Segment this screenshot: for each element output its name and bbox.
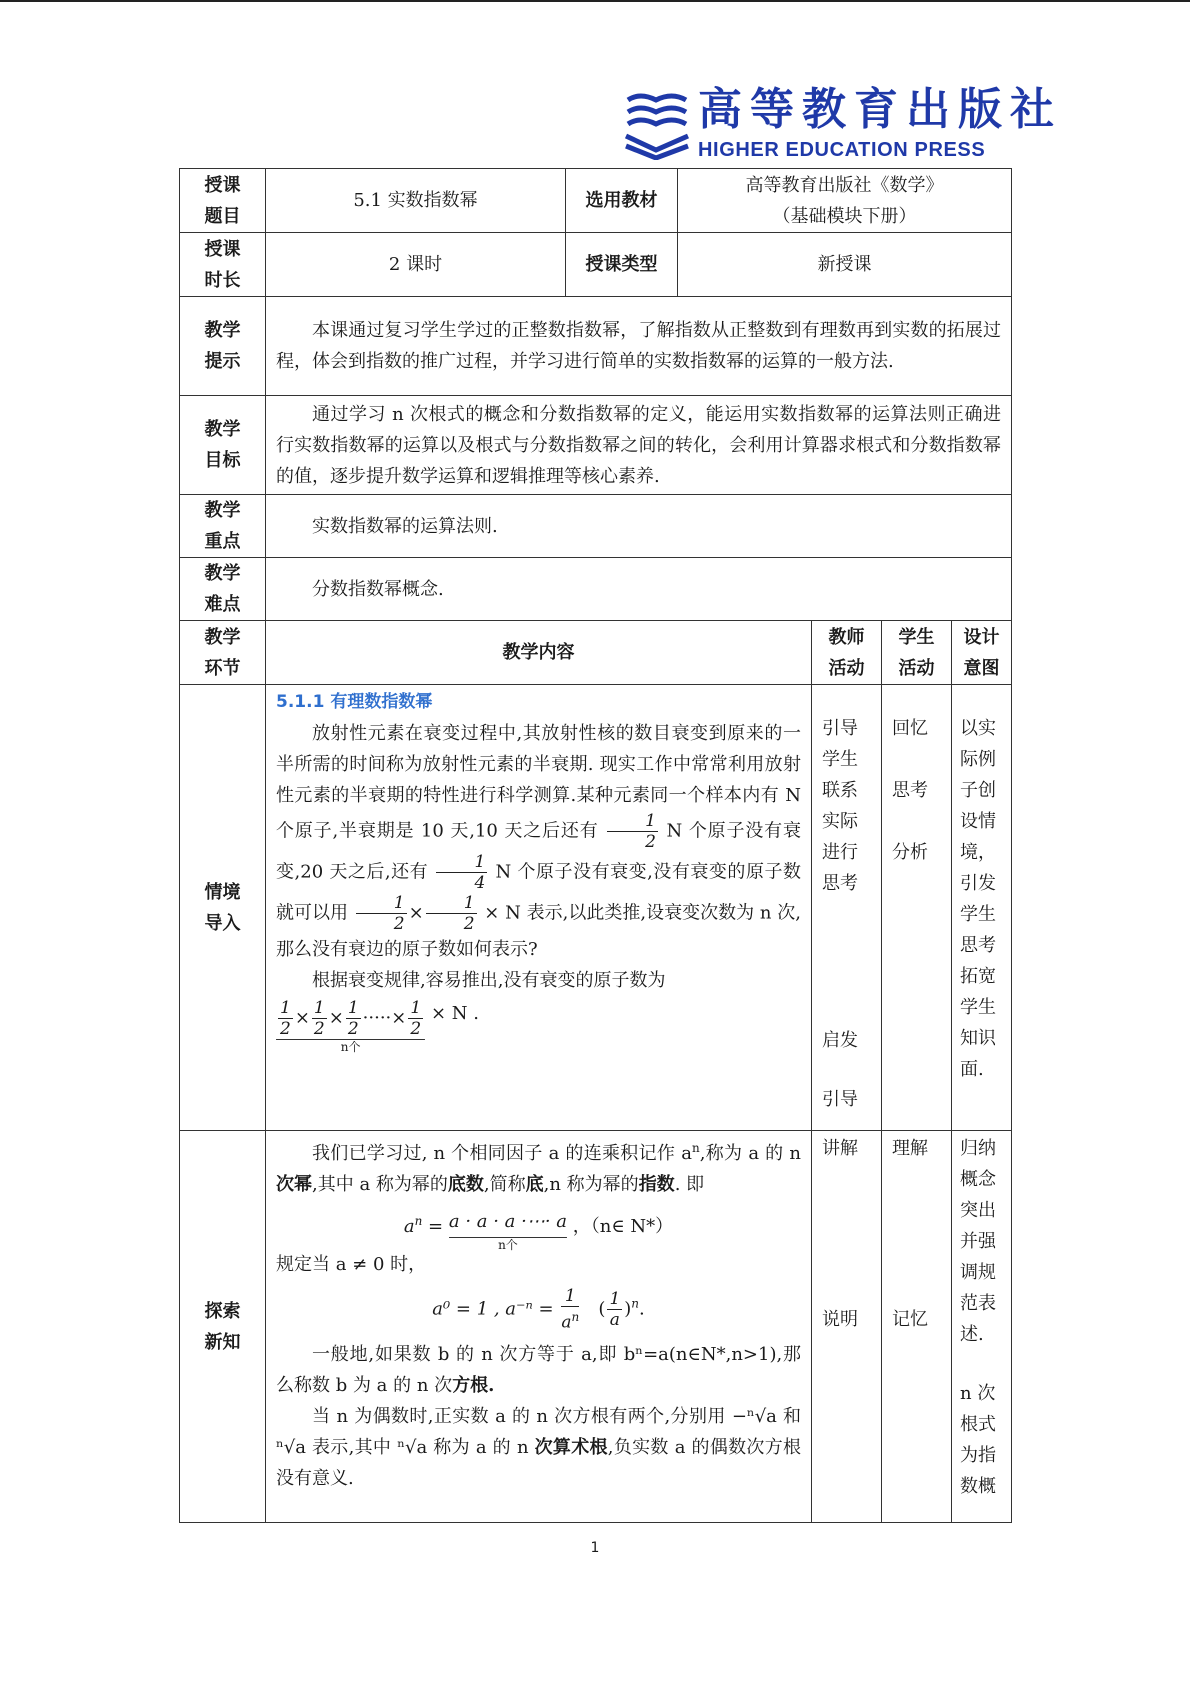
- column-content: 教学内容: [266, 621, 812, 685]
- top-border-line: [0, 0, 1190, 2]
- textbook-label: 选用教材: [566, 169, 678, 233]
- topic-label: 授课 题目: [180, 169, 266, 233]
- brace-group: a · a · a ·⋯· a n个: [448, 1211, 568, 1252]
- stage-intro: 情境 导入: [180, 685, 266, 1131]
- publisher-name-cn: 高等教育出版社: [698, 84, 1062, 135]
- duration-label: 授课 时长: [180, 233, 266, 297]
- column-stage: 教学 环节: [180, 621, 266, 685]
- fraction-quarter: $\frac{1}{4}$: [436, 852, 487, 893]
- column-teacher: 教师 活动: [812, 621, 882, 685]
- explore-paragraph-4: 当 n 为偶数时,正实数 a 的 n 次方根有两个,分别用 −ⁿ√a 和 ⁿ√a 表示,其中 ⁿ√a 称为 a 的 n 次算术根,负实数 a 的偶数次方根没有意义.: [276, 1405, 801, 1489]
- intro-student-activity: 回忆 思考 分析: [882, 685, 952, 1131]
- brace-group: $\frac{1}{2}$ × $\frac{1}{2}$ × $\frac{1}{2}$ ·····× $\frac{1}{2}$ n个: [276, 998, 425, 1045]
- tips-label: 教学 提示: [180, 297, 266, 396]
- explore-content: [266, 1131, 812, 1523]
- column-student: 学生 活动: [882, 621, 952, 685]
- explore-paragraph-3: 一般地,如果数 b 的 n 次方等于 a,即 bⁿ=a(n∈N*,n>1),那么称数 b 为 a 的 n 次方根.: [276, 1343, 801, 1396]
- explore-student-activity: 理解 记忆: [882, 1131, 952, 1523]
- lesson-plan-table: [179, 168, 1012, 1523]
- explore-paragraph-1: 我们已学习过, n 个相同因子 a 的连乘积记作 $a^n$,称为 a 的 n 次幂,其中 a 称为幂的底数,简称底,n 称为幂的指数. 即: [276, 1141, 801, 1195]
- explore-design-intent: 归纳 概念 突出 并强 调规 范表 述. n 次 根式 为指 数概: [952, 1131, 1012, 1523]
- decay-formula: $\frac{1}{2}$ × $\frac{1}{2}$ × $\frac{1}{2}$ ·····× $\frac{1}{2}$ n个 × N .: [276, 996, 801, 1045]
- textbook-value: 高等教育出版社《数学》 （基础模块下册）: [678, 169, 1012, 233]
- type-value: 新授课: [678, 233, 1012, 297]
- publisher-logo: [620, 82, 1062, 164]
- explore-teacher-activity: 讲解 说明: [812, 1131, 882, 1523]
- fraction-half: $\frac{1}{2}$: [426, 893, 477, 934]
- intro-design-intent: 以实 际例 子创 设情 境， 引发 学生 思考 拓宽 学生 知识 面.: [952, 685, 1012, 1131]
- column-design: 设计 意图: [952, 621, 1012, 685]
- difficulty-label: 教学 难点: [180, 558, 266, 621]
- intro-teacher-activity: 引导 学生 联系 实际 进行 思考 启发 引导: [812, 685, 882, 1131]
- difficulty-text: 分数指数幂概念.: [266, 558, 1012, 621]
- goals-label: 教学 目标: [180, 396, 266, 495]
- key-text: 实数指数幂的运算法则.: [266, 495, 1012, 558]
- fraction-half: $\frac{1}{2}$: [356, 893, 407, 934]
- topic-value: 5.1 实数指数幂: [266, 169, 566, 233]
- section-heading: 5.1.1 有理数指数幂: [276, 692, 433, 712]
- hep-book-logo-icon: [620, 86, 694, 160]
- intro-content: [266, 685, 812, 1131]
- duration-value: 2 课时: [266, 233, 566, 297]
- tips-text: 本课通过复习学生学过的正整数指数幂，了解指数从正整数到有理数再到实数的拓展过程，体会到指数的推广过程，并学习进行简单的实数指数幂的运算的一般方法.: [266, 297, 1012, 396]
- intro-paragraph-1: 放射性元素在衰变过程中,其放射性核的数目衰变到原来的一半所需的时间称为放射性元素的半衰期. 现实工作中常常利用放射性元素的半衰期的特性进行科学测算.某种元素同一个样本内有 N 个原子,半衰期是 10 天,10 天之后还有 $\frac{1}{2}$ N 个原子没有衰变,20 天之后,还有 $\frac{1}{4}$ N 个原子没有衰变,没有衰变的原子数就可以用 $\frac{1}{2}$ × $\frac{1}{2}$ × N 表示,以此类推,设衰变次数为 n 次,那么没有衰边的原子数如何表示?: [276, 723, 801, 960]
- key-label: 教学 重点: [180, 495, 266, 558]
- stage-explore: 探索 新知: [180, 1131, 266, 1523]
- goals-text: 通过学习 n 次根式的概念和分数指数幂的定义，能运用实数指数幂的运算法则正确进行实数指数幂的运算以及根式与分数指数幂之间的转化，会利用计算器求根式和分数指数幂的值，逐步提升数学运算和逻辑推理等核心素养.: [266, 396, 1012, 495]
- power-definition-formula: $a^n = a \cdot a \cdot a$ ·⋯· a n个 ，（n∈ N*）: [276, 1200, 801, 1249]
- type-label: 授课类型: [566, 233, 678, 297]
- page-number: 1: [590, 1540, 600, 1556]
- explore-paragraph-2: 规定当 a ≠ 0 时，: [276, 1254, 427, 1275]
- zero-negative-exponent-formula: a⁰ = 1 , a⁻ⁿ = $\frac{1}{a^n}$ ( $\frac{1}{a}$ )$^n$.: [432, 1286, 645, 1333]
- publisher-name-en: HIGHER EDUCATION PRESS: [698, 139, 986, 161]
- fraction-half: $\frac{1}{2}$: [607, 811, 658, 852]
- intro-paragraph-2: 根据衰变规律,容易推出,没有衰变的原子数为: [312, 970, 666, 991]
